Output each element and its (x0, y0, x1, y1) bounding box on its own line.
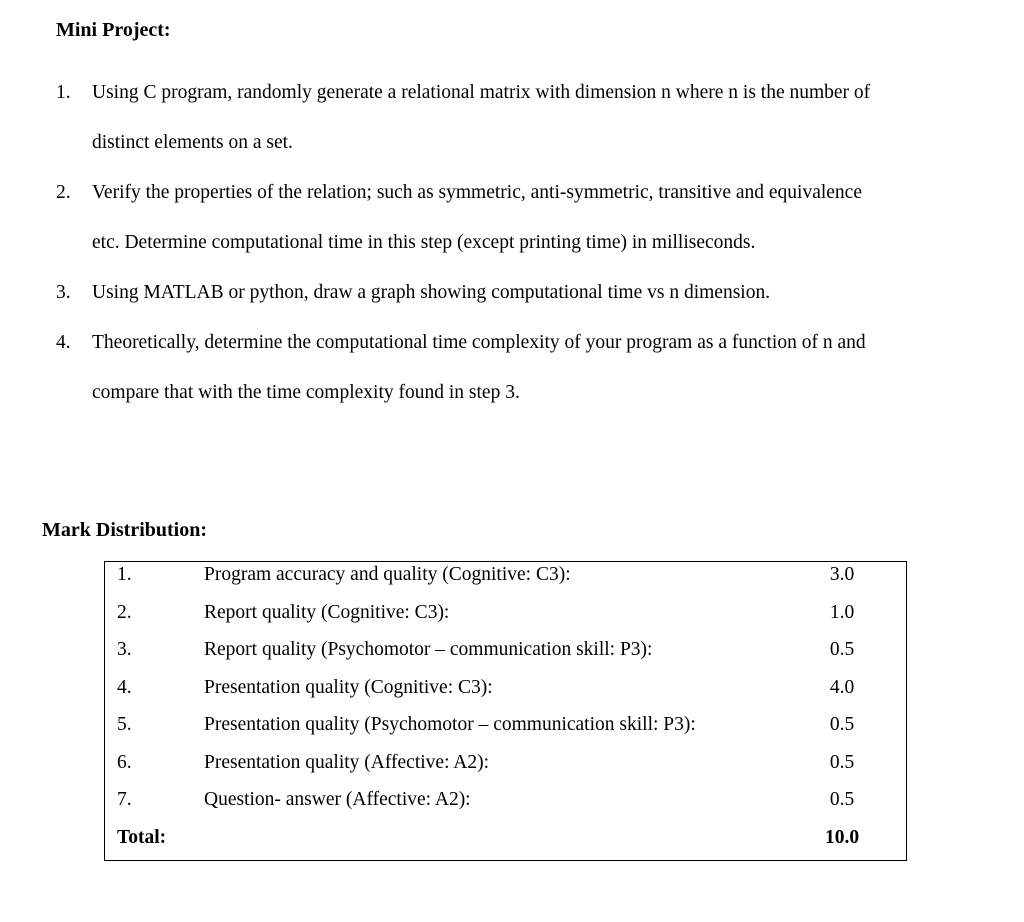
mark-row-number: 2. (117, 601, 132, 623)
mini-project-list (56, 68, 986, 418)
mark-total-label: Total: (117, 826, 167, 848)
project-item-3 (56, 268, 986, 318)
project-item-number: 4. (56, 332, 71, 353)
mark-row-number: 1. (117, 564, 132, 585)
mark-row-number: 3. (117, 639, 132, 660)
mark-row-5 (105, 712, 906, 750)
mark-total-value: 10.0 (824, 826, 860, 848)
mark-row-description: Presentation quality (Affective: A2): (204, 751, 490, 773)
project-item-4 (56, 318, 986, 418)
project-item-text-line: etc. Determine computational time in this step (except printing time) in milliseconds. (92, 232, 756, 253)
mark-row-description: Program accuracy and quality (Cognitive: C3): (204, 564, 571, 585)
project-item-number: 1. (56, 82, 71, 103)
mark-row-7 (105, 787, 906, 825)
project-item-2 (56, 168, 986, 268)
mark-row-6 (105, 750, 906, 788)
mark-row-value: 0.5 (829, 714, 855, 735)
mark-row-value: 4.0 (829, 676, 855, 698)
mark-row-number: 5. (117, 714, 132, 735)
mark-row-description: Report quality (Psychomotor – communication skill: P3): (204, 639, 653, 660)
mark-row-value: 0.5 (829, 639, 855, 660)
mark-total-row (105, 825, 906, 863)
project-item-number: 2. (56, 182, 71, 203)
mark-row-number: 6. (117, 751, 132, 773)
project-item-text-line: Using C program, randomly generate a relational matrix with dimension n where n is the number of (92, 82, 871, 103)
project-item-text-line: Verify the properties of the relation; such as symmetric, anti-symmetric, transitive and equivalence (92, 182, 862, 203)
mark-row-number: 4. (117, 676, 132, 698)
mark-row-value: 0.5 (829, 789, 855, 810)
mark-row-description: Report quality (Cognitive: C3): (204, 601, 450, 623)
mark-row-value: 1.0 (829, 601, 855, 623)
project-item-text-line: compare that with the time complexity found in step 3. (92, 382, 520, 403)
project-item-1 (56, 68, 986, 168)
mark-row-number: 7. (117, 789, 132, 810)
mark-row-description: Question- answer (Affective: A2): (204, 789, 471, 810)
mark-row-description: Presentation quality (Cognitive: C3): (204, 676, 493, 698)
mark-row-1 (105, 562, 906, 600)
project-item-text-line: Theoretically, determine the computational time complexity of your program as a function of n and (92, 332, 866, 353)
mark-row-value: 0.5 (829, 751, 855, 773)
project-item-number: 3. (56, 282, 71, 303)
mark-row-2 (105, 600, 906, 638)
mark-distribution-table (104, 561, 907, 861)
mark-distribution-title: Mark Distribution: (42, 519, 207, 541)
mark-row-3 (105, 637, 906, 675)
mini-project-title: Mini Project: (56, 19, 171, 41)
mark-row-description: Presentation quality (Psychomotor – communication skill: P3): (204, 714, 696, 735)
project-item-text-line: distinct elements on a set. (92, 132, 293, 153)
project-item-text-line: Using MATLAB or python, draw a graph showing computational time vs n dimension. (92, 282, 771, 303)
mark-row-4 (105, 675, 906, 713)
mark-row-value: 3.0 (829, 564, 855, 585)
